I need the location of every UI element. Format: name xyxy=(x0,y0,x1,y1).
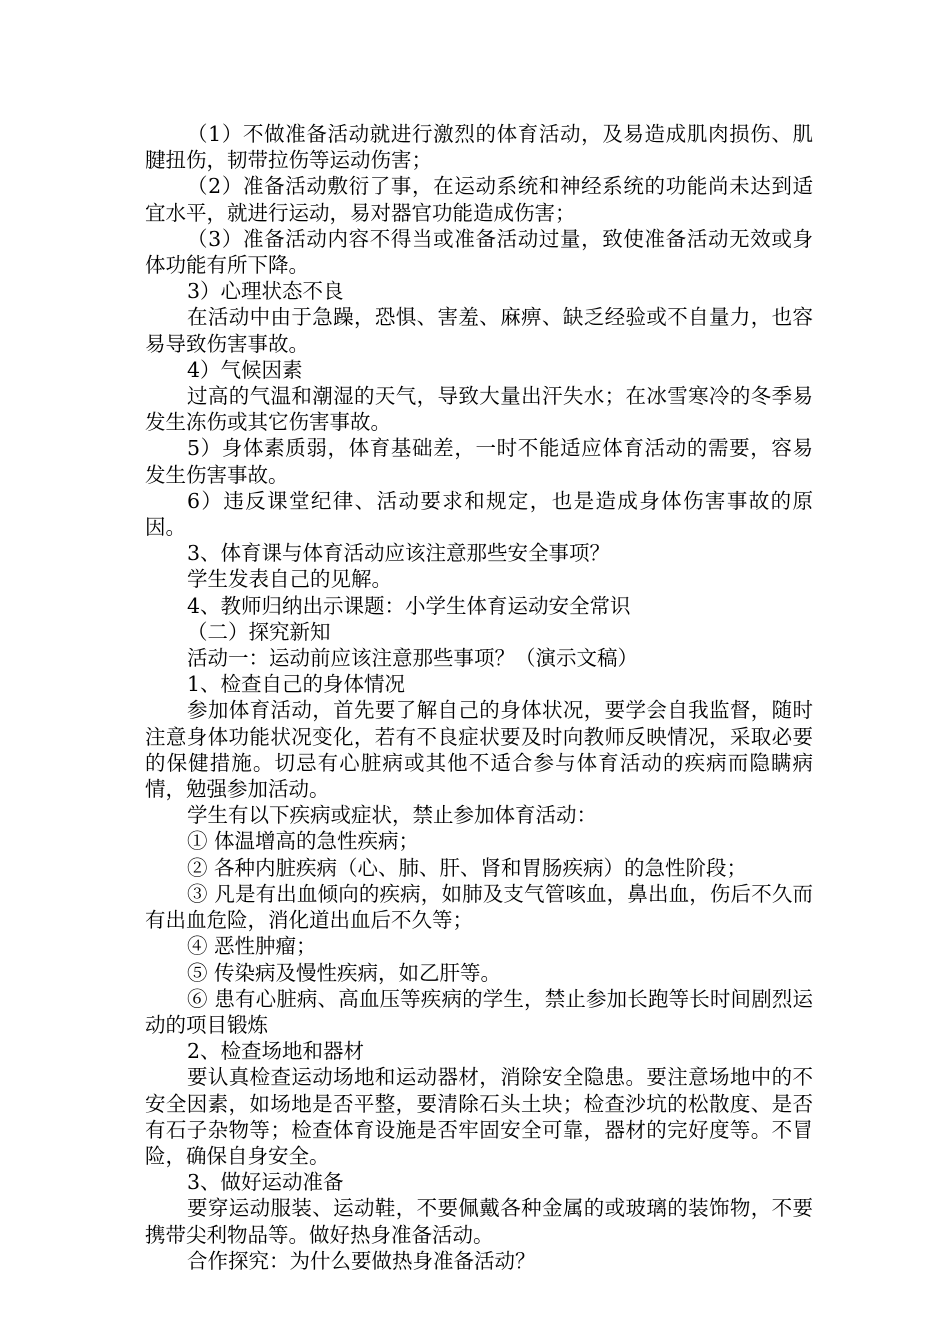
paragraph: 学生发表自己的见解。 xyxy=(187,567,392,592)
list-item: ⑥ 患有心脏病、高血压等疾病的学生，禁止参加长跑等长时间剧烈运动的项目锻炼 xyxy=(145,986,813,1037)
paragraph: （3）准备活动内容不得当或准备活动过量，致使准备活动无效或身体功能有所下降。 xyxy=(145,226,813,278)
paragraph: 5）身体素质弱，体育基础差，一时不能适应体育活动的需要，容易发生伤害事故。 xyxy=(145,436,813,487)
paragraph: 学生有以下疾病或症状，禁止参加体育活动： xyxy=(187,803,597,828)
list-item: ③ 凡是有出血倾向的疾病，如肺及支气管咳血，鼻出血，伤后不久而有出血危险，消化道出血后不久等； xyxy=(145,881,813,933)
list-item: ⑤ 传染病及慢性疾病，如乙肝等。 xyxy=(187,960,502,985)
list-item: ② 各种内脏疾病（心、肺、肝、肾和胃肠疾病）的急性阶段； xyxy=(187,855,748,880)
paragraph: 在活动中由于急躁，恐惧、害羞、麻痹、缺乏经验或不自量力，也容易导致伤害事故。 xyxy=(145,305,813,356)
paragraph: （1）不做准备活动就进行激烈的体育活动，及易造成肌肉损伤、肌腱扭伤，韧带拉伤等运动伤害； xyxy=(145,122,813,173)
section-heading: 2、检查场地和器材 xyxy=(187,1039,365,1064)
list-item: ① 体温增高的急性疾病； xyxy=(187,829,420,854)
section-heading: （二）探究新知 xyxy=(187,619,331,644)
document-page xyxy=(145,121,813,1274)
paragraph: 过高的气温和潮湿的天气，导致大量出汗失水；在冰雪寒冷的冬季易发生冻伤或其它伤害事故。 xyxy=(145,384,813,435)
section-heading: 3）心理状态不良 xyxy=(187,279,344,304)
paragraph: （2）准备活动敷衍了事，在运动系统和神经系统的功能尚未达到适宜水平，就进行运动，易对器官功能造成伤害； xyxy=(145,174,813,225)
section-heading: 活动一：运动前应该注意那些事项？（演示文稿） xyxy=(187,646,638,671)
section-heading: 1、检查自己的身体情况 xyxy=(187,672,406,697)
list-item: ④ 恶性肿瘤； xyxy=(187,934,317,959)
section-heading: 4）气候因素 xyxy=(187,357,303,382)
section-heading: 4、教师归纳出示课题：小学生体育运动安全常识 xyxy=(187,593,631,618)
paragraph: 合作探究：为什么要做热身准备活动？ xyxy=(187,1248,536,1273)
paragraph: 要认真检查运动场地和运动器材，消除安全隐患。要注意场地中的不安全因素，如场地是否平整，要清除石头土块；检查沙坑的松散度、是否有石子杂物等；检查体育设施是否牢固安全可靠，器材的完好度等。不冒险，确保自身安全。 xyxy=(145,1065,813,1168)
section-heading: 3、做好运动准备 xyxy=(187,1170,344,1195)
paragraph: 参加体育活动，首先要了解自己的身体状况，要学会自我监督，随时注意身体功能状况变化，若有不良症状要及时向教师反映情况，采取必要的保健措施。切忌有心脏病或其他不适合参与体育活动的疾病而隐瞒病情，勉强参加活动。 xyxy=(145,698,813,802)
paragraph: 要穿运动服装、运动鞋，不要佩戴各种金属的或玻璃的装饰物，不要携带尖利物品等。做好热身准备活动。 xyxy=(145,1196,813,1247)
section-heading: 3、体育课与体育活动应该注意那些安全事项？ xyxy=(187,541,611,566)
paragraph: 6）违反课堂纪律、活动要求和规定，也是造成身体伤害事故的原因。 xyxy=(145,488,813,540)
